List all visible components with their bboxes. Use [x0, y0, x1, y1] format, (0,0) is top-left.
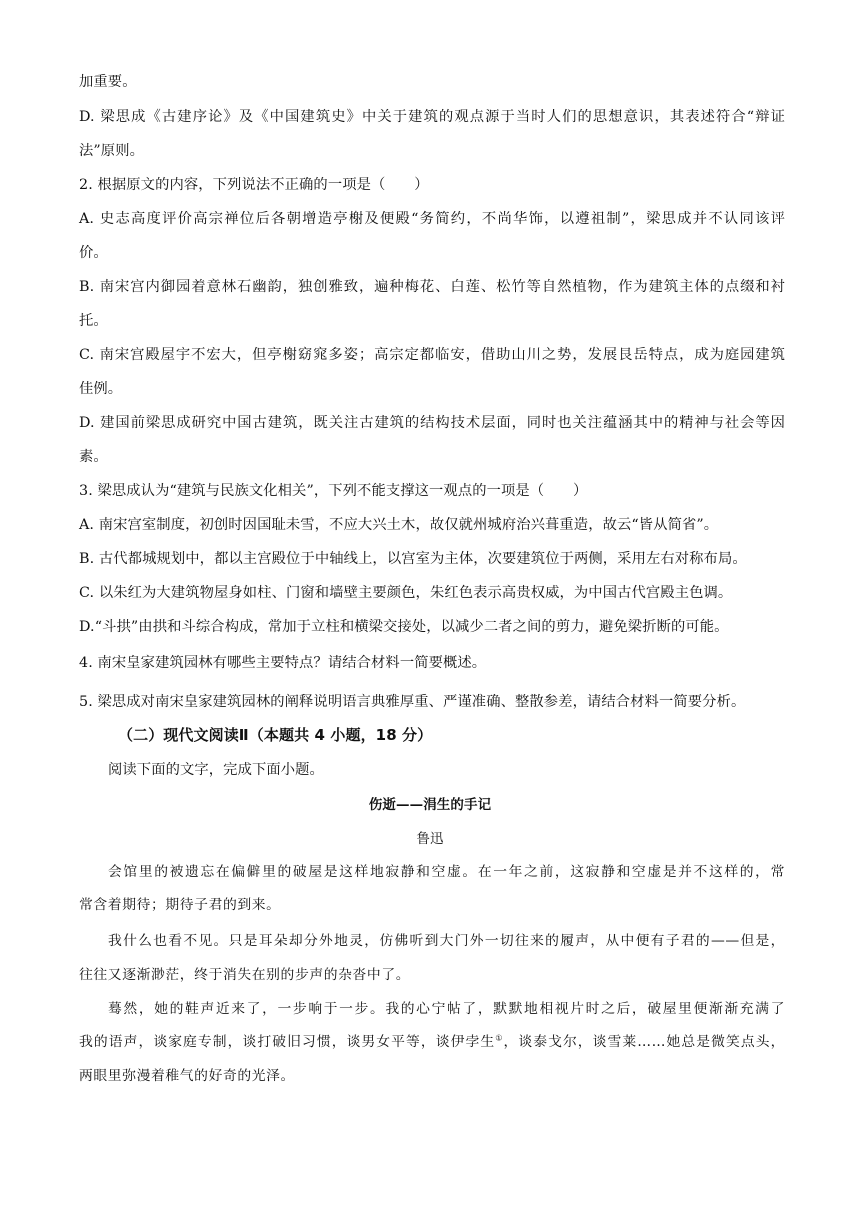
option-c-line: C. 以朱红为大建筑物屋身如柱、门窗和墙壁主要颜色，朱红色表示高贵权威，为中国古代宫殿主色调。 — [79, 585, 733, 601]
option-b-line: B. 南宋宫内御园着意林石幽韵，独创雅致，遍种梅花、白莲、松竹等自然植物，作为建筑主体的点缀和衬 — [79, 279, 785, 295]
option-c-line: C. 南宋宫殿屋宇不宏大，但亭榭窈窕多姿；高宗定都临安，借助山川之势，发展艮岳特点，成为庭园建筑 — [79, 347, 785, 363]
option-d-line: D.“斗拱”由拱和斗综合构成，常加于立柱和横梁交接处，以减少二者之间的剪力，避免梁折断的可能。 — [79, 619, 729, 635]
text-line: 价。 — [79, 245, 108, 261]
paragraph-line: 常含着期待；期待子君的到来。 — [79, 897, 281, 913]
paragraph-line: 我什么也看不见。只是耳朵却分外地灵，仿佛听到大门外一切往来的履声，从中便有子君的——但是， — [108, 933, 785, 949]
paragraph-line: 往往又逐渐渺茫，终于消失在别的步声的杂沓中了。 — [79, 967, 411, 983]
text-line: 法”原则。 — [79, 143, 144, 159]
instruction-text: 阅读下面的文字，完成下面小题。 — [108, 762, 324, 778]
text-line: 托。 — [79, 313, 108, 329]
question-2: 2. 根据原文的内容，下列说法不正确的一项是（ ） — [79, 177, 429, 193]
option-d-line: D. 建国前梁思成研究中国古建筑，既关注古建筑的结构技术层面，同时也关注蕴涵其中的精神与社会等因 — [79, 415, 785, 431]
question-5: 5. 梁思成对南宋皇家建筑园林的阐释说明语言典雅厚重、严谨准确、整散参差，请结合材料一简要分析。 — [79, 694, 746, 710]
text-line: 佳例。 — [79, 381, 123, 397]
text-segment: ，谈泰戈尔，谈雪莱……她总是微笑点头， — [503, 1034, 785, 1050]
paragraph-line: 蓦然，她的鞋声近来了，一步响于一步。我的心宁帖了，默默地相视片时之后，破屋里便渐渐充满了 — [108, 1001, 785, 1017]
paragraph-line: 会馆里的被遗忘在偏僻里的破屋是这样地寂静和空虚。在一年之前，这寂静和空虚是并不这样的，常 — [108, 864, 785, 880]
text-line: 素。 — [79, 449, 108, 465]
paragraph-line — [79, 1032, 785, 1052]
section-heading: （二）现代文阅读Ⅱ（本题共 4 小题，18 分） — [118, 726, 433, 744]
question-3: 3. 梁思成认为“建筑与民族文化相关”，下列不能支撑这一观点的一项是（ ） — [79, 483, 588, 499]
option-a-line: A. 史志高度评价高宗禅位后各朝增造亭榭及便殿“务简约，不尚华饰，以遵祖制”，梁思成并不认同该评 — [79, 211, 785, 227]
option-b-line: B. 古代都城规划中，都以主宫殿位于中轴线上，以宫室为主体，次要建筑位于两侧，采用左右对称布局。 — [79, 551, 747, 567]
passage-author: 鲁迅 — [416, 831, 444, 847]
footnote-marker: ① — [495, 1033, 504, 1043]
question-4: 4. 南宋皇家建筑园林有哪些主要特点？请结合材料一简要概述。 — [79, 655, 487, 671]
option-d-line: D. 梁思成《古建序论》及《中国建筑史》中关于建筑的观点源于当时人们的思想意识，其表述符合“辩证 — [79, 109, 785, 125]
text-segment: 我的语声，谈家庭专制，谈打破旧习惯，谈男女平等，谈伊孛生 — [79, 1034, 496, 1050]
text-line: 加重要。 — [79, 74, 137, 90]
paragraph-line: 两眼里弥漫着稚气的好奇的光泽。 — [79, 1068, 295, 1084]
passage-title: 伤逝——涓生的手记 — [368, 797, 492, 813]
option-a-line: A. 南宋宫室制度，初创时因国耻未雪，不应大兴土木，故仅就州城府治兴葺重造，故云“皆从简省”。 — [79, 517, 719, 533]
